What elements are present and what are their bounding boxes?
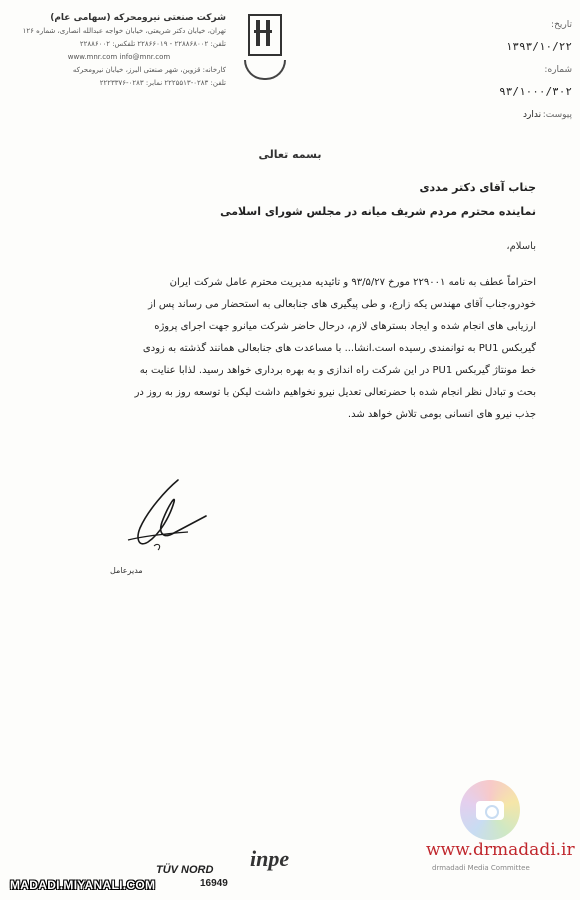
camera-icon: [460, 780, 520, 840]
body-line: ارزیابی های انجام شده و ایجاد بسترهای لازم، درحال حاضر شرکت میانرو جهت اجرای پروژه: [154, 321, 536, 332]
tuv-nord-logo: TÜV NORD: [156, 864, 214, 876]
company-line: تلفن: ۰۲۸۳-۲۲۲۵۵۱۳ نمابر: ۰۲۸۳-۲۲۲۳۳۷۶: [99, 79, 226, 87]
signature-icon: [118, 476, 210, 564]
watermark-url[interactable]: www.drmadadi.ir: [426, 840, 575, 860]
body-line: خودرو،جناب آقای مهندس یکه زارع، و طی پیگیری های جنابعالی به استحضار می رساند پس از: [148, 299, 536, 310]
attachment-value: ندارد: [523, 110, 542, 120]
company-header: [12, 12, 226, 90]
company-name: شرکت صنعتی نیرومحرکه (سهامی عام): [50, 13, 226, 23]
body-line: احتراماً عطف به نامه ۲۲۹۰۰۱ مورخ ۹۳/۵/۲۷ و تائیدیه مدیریت محترم عامل شرکت ایران: [169, 277, 536, 288]
inpe-logo: inpe: [250, 846, 290, 871]
number-row: [482, 59, 572, 104]
company-line: کارخانه: قزوین، شهر صنعتی البرز، خیابان نیرومحرکه: [72, 66, 226, 74]
watermark-subtitle: drmadadi Media Committee: [432, 864, 530, 872]
tuv-cert-number: 16949: [200, 878, 228, 889]
body-line: گیربکس PU1 به توانمندی رسیده است.انشا... با مساعدت های جنابعالی همانند گذشته به زودی: [142, 343, 536, 354]
company-line: تلفن: ۲۲۸۸۶۸۰۰۲ - ۲۲۸۶۶۰۱۹ تلفکس: ۲۲۸۸۶۰۰۲: [79, 40, 226, 48]
company-line: www.mnr.com info@mnr.com: [67, 53, 171, 61]
signer-title: مدیرعامل: [110, 566, 143, 575]
basmala: بسمه تعالی: [258, 148, 322, 161]
body-line: بحث و تبادل نظر انجام شده با حضرتعالی تعدیل نیرو نخواهیم داشت لیکن با توسعه روز به روز در: [134, 387, 536, 398]
letter-meta: [482, 14, 572, 126]
addressee-block: [136, 176, 536, 224]
company-line: تهران، خیابان دکتر شریعتی، خیابان خواجه عبدالله انصاری، شماره ۱۲۶: [22, 27, 226, 35]
company-logo-icon: [244, 14, 284, 84]
number-value: ۹۳/۱۰۰۰/۳۰۲: [499, 85, 572, 98]
site-watermark: MADADI.MIYANALI.COM: [10, 878, 156, 892]
number-label: شماره:: [544, 65, 572, 75]
greeting: باسلام،: [506, 241, 536, 252]
attachment-label: پیوست:: [542, 110, 572, 120]
attachment-row: [482, 104, 572, 126]
addressee-name: جناب آقای دکتر مددی: [419, 181, 536, 194]
letter-body: [48, 272, 536, 426]
date-row: [482, 14, 572, 59]
body-line: خط مونتاژ گیربکس PU1 در این شرکت راه اندازی و به بهره برداری خواهد رسید. لذابا عنایت به: [139, 365, 536, 376]
addressee-title: نماینده محترم مردم شریف میانه در مجلس شورای اسلامی: [220, 205, 536, 218]
body-line: جذب نیرو های انسانی بومی تلاش خواهد شد.: [347, 409, 536, 420]
date-value: ۱۳۹۳/۱۰/۲۲: [505, 40, 572, 53]
date-label: تاریخ:: [551, 20, 572, 30]
